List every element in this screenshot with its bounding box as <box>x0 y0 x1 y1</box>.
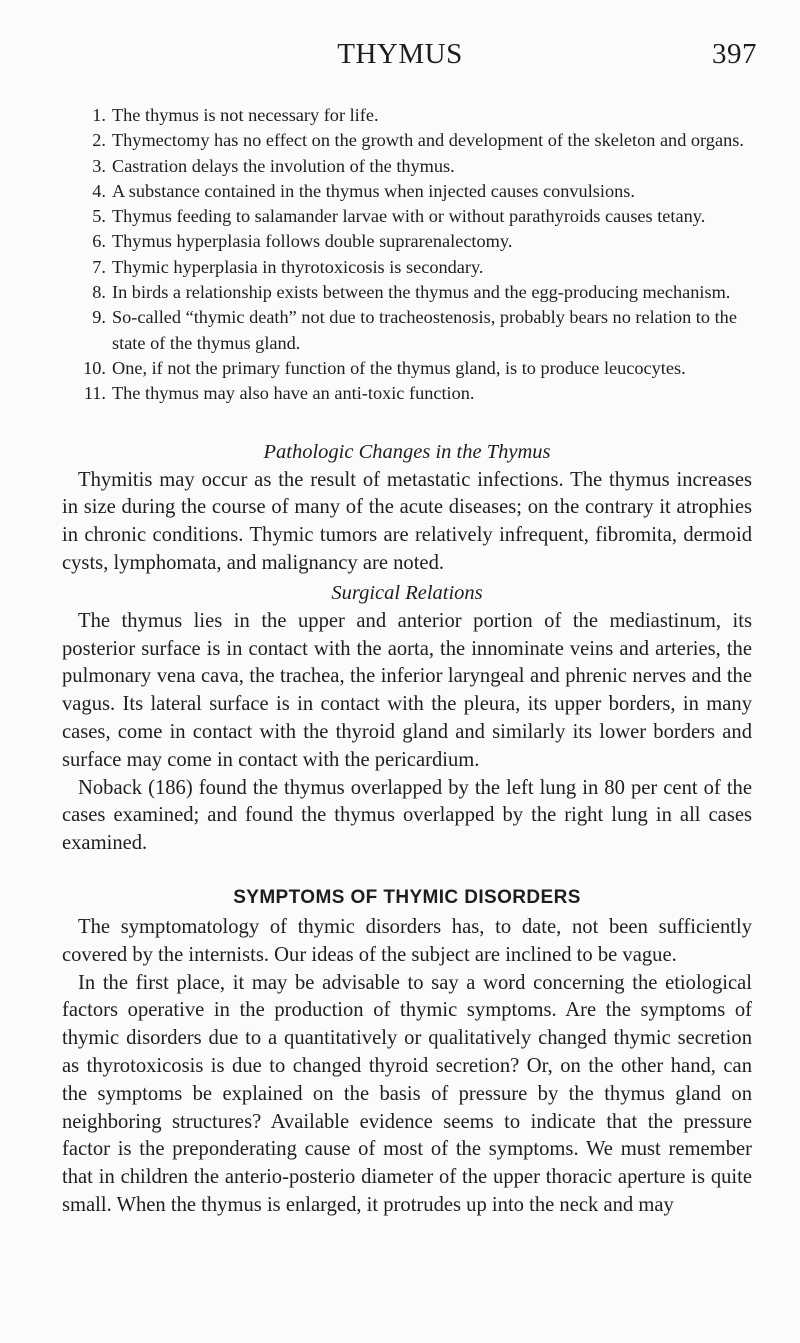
finding-text: So-called “thymic death” not due to tracheostenosis, probably bears no relation to the state of the thymus gland. <box>112 307 737 353</box>
finding-number: 5. <box>92 206 106 227</box>
finding-item <box>62 204 752 229</box>
finding-item <box>62 280 752 305</box>
surgical-heading: Surgical Relations <box>331 581 483 604</box>
pathologic-paragraph: Thymitis may occur as the result of metastatic infections. The thymus increases in size during the course of many of the acute diseases; on the contrary it atrophies in chronic conditions. Thymic tumors are relatively infrequent, fibromita, dermoid cysts, lymphomata, and malignancy are noted. <box>62 468 752 574</box>
finding-number: 2. <box>92 130 106 151</box>
finding-item <box>62 255 752 280</box>
finding-text: Thymus hyperplasia follows double suprarenalectomy. <box>112 231 513 252</box>
finding-text: In birds a relationship exists between the thymus and the egg-producing mechanism. <box>112 282 731 303</box>
finding-item <box>62 229 752 254</box>
finding-number: 9. <box>92 307 106 328</box>
finding-item <box>62 179 752 204</box>
finding-item <box>62 154 752 179</box>
page-number: 397 <box>712 38 757 70</box>
running-head <box>0 38 800 78</box>
page-content <box>62 103 752 1220</box>
surgical-paragraph: The thymus lies in the upper and anterior portion of the mediastinum, its posterior surface is in contact with the aorta, the innominate veins and arteries, the pulmonary vena cava, the trachea, the inferior laryngeal and phrenic nerves and the vagus. Its lateral surface is in contact with the pleura, its upper borders, in many cases, come in contact with the thyroid gland and similarly its lower borders and surface may come in contact with the pericardium. <box>62 609 752 771</box>
finding-text: Thymus feeding to salamander larvae with or without parathyroids causes tetany. <box>112 206 706 227</box>
finding-text: A substance contained in the thymus when injected causes convulsions. <box>112 180 635 201</box>
finding-text: The thymus may also have an anti-toxic function. <box>112 383 475 404</box>
pathologic-heading: Pathologic Changes in the Thymus <box>263 440 551 463</box>
finding-item <box>62 381 752 406</box>
finding-item <box>62 128 752 153</box>
symptoms-paragraph: The symptomatology of thymic disorders has, to date, not been sufficiently covered by the internists. Our ideas of the subject are inclined to be vague. <box>62 915 752 966</box>
surgical-paragraph: Noback (186) found the thymus overlapped by the left lung in 80 per cent of the cases examined; and found the thymus overlapped by the right lung in all cases examined. <box>62 776 752 855</box>
finding-number: 6. <box>92 231 106 252</box>
finding-number: 8. <box>92 282 106 303</box>
finding-number: 3. <box>92 155 106 176</box>
finding-number: 11. <box>83 383 106 404</box>
finding-item <box>62 305 752 356</box>
finding-number: 4. <box>92 180 106 201</box>
finding-item <box>62 356 752 381</box>
running-title: THYMUS <box>337 38 463 70</box>
finding-number: 1. <box>92 105 106 125</box>
symptoms-heading: SYMPTOMS OF THYMIC DISORDERS <box>233 886 581 908</box>
finding-text: The thymus is not necessary for life. <box>112 105 379 125</box>
finding-text: One, if not the primary function of the thymus gland, is to produce leucocytes. <box>112 357 686 378</box>
findings-list <box>62 103 752 407</box>
finding-text: Thymic hyperplasia in thyrotoxicosis is secondary. <box>112 256 484 277</box>
finding-item <box>62 103 752 128</box>
finding-number: 10. <box>83 357 106 378</box>
finding-text: Castration delays the involution of the thymus. <box>112 155 455 176</box>
symptoms-paragraph: In the first place, it may be advisable to say a word concerning the etiological factors operative in the production of thymic symptoms. Are the symptoms of thymic disorders due to a quantitatively or qualitatively changed thymic secretion as thyrotoxicosis is due to changed thyroid secretion? Or, on the other hand, can the symptoms be explained on the basis of pressure by the thymus gland on neighboring structures? Available evidence seems to indicate that the pressure factor is the preponderating cause of most of the symptoms. We must remember that in children the anterio-posterio diameter of the upper thoracic aperture is quite small. When the thymus is enlarged, it protrudes up into the neck and may <box>62 971 752 1216</box>
finding-text: Thymectomy has no effect on the growth and development of the skeleton and organs. <box>112 130 744 151</box>
finding-number: 7. <box>92 256 106 277</box>
